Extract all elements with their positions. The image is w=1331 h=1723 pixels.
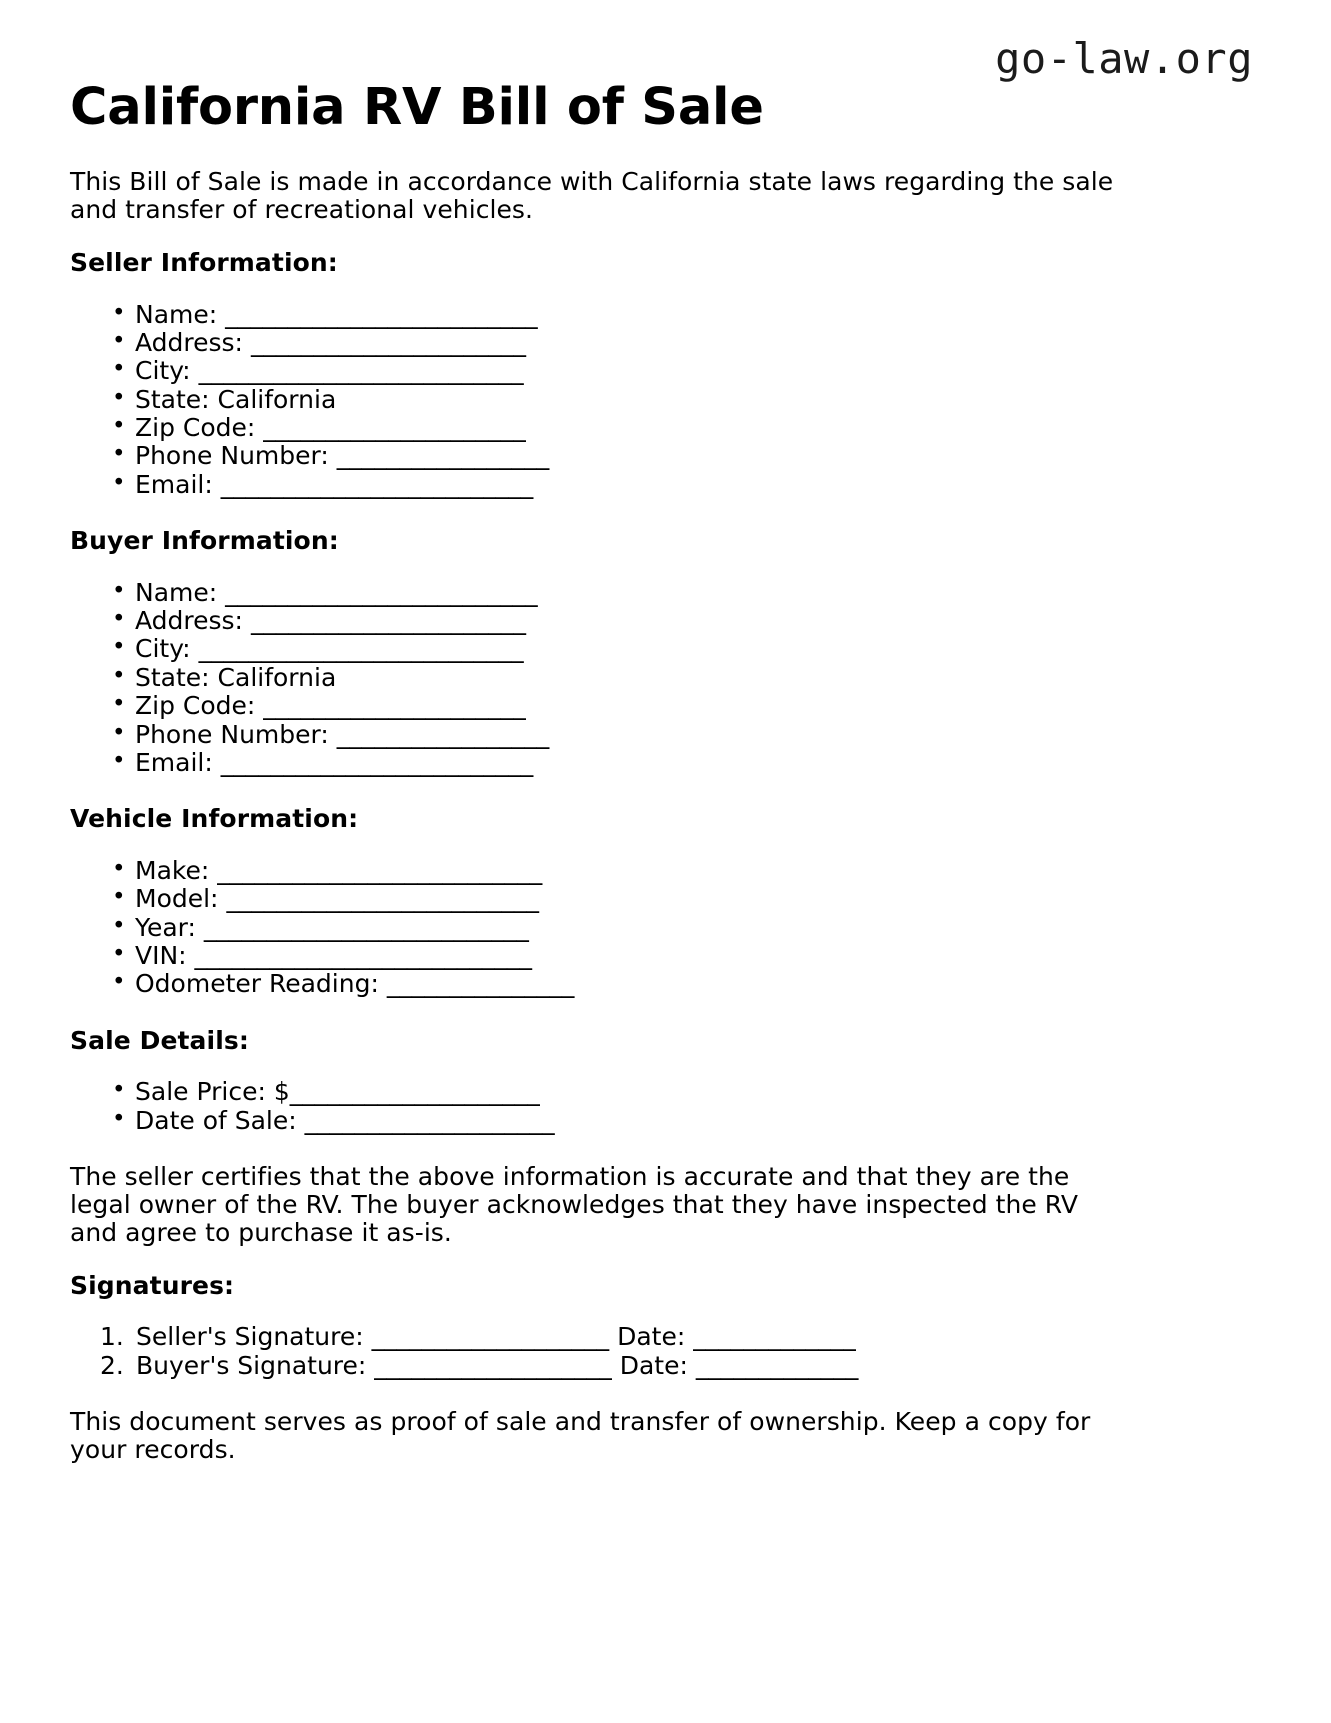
field-blank[interactable]: ____________________ (289, 1077, 540, 1107)
field-blank[interactable]: ______________________ (250, 606, 526, 635)
field-label: Email: (135, 747, 221, 777)
field-label: Odometer Reading: (135, 969, 387, 999)
list-item (100, 1323, 1126, 1352)
signature-blank[interactable]: ___________________ (374, 1350, 612, 1380)
list-item (112, 692, 1126, 720)
list-item (112, 942, 1126, 970)
list-item (112, 664, 1126, 692)
buyer-section-heading-block (70, 527, 1126, 555)
field-label: Sale Price: $ (135, 1077, 290, 1107)
field-label: Name: (135, 299, 226, 329)
intro-paragraph: This Bill of Sale is made in accordance with California state laws regarding the sale and transfer of recreational vehicles. (70, 167, 1114, 224)
field-blank[interactable]: _________________ (336, 441, 550, 471)
page-title: California RV Bill of Sale (70, 78, 764, 137)
list-item (112, 1078, 1126, 1106)
signature-date-label: Date: (609, 1322, 694, 1352)
document-body (70, 168, 1126, 1489)
signature-date-blank[interactable]: _____________ (693, 1322, 856, 1352)
field-label: Date of Sale: (135, 1105, 305, 1135)
signatures-section-heading: Signatures: (70, 1270, 235, 1300)
sale-details-section-heading-block (70, 1027, 1126, 1055)
signature-blank[interactable]: ___________________ (371, 1322, 610, 1352)
field-label: Email: (135, 469, 221, 499)
field-blank[interactable]: __________________________ (198, 634, 524, 664)
field-blank[interactable]: __________________________ (217, 855, 543, 885)
sale-details-section-heading: Sale Details: (70, 1025, 249, 1055)
field-blank[interactable]: _______________ (386, 969, 575, 999)
field-blank[interactable]: ___________________________ (194, 940, 533, 970)
buyer-section-heading: Buyer Information: (70, 526, 339, 556)
intro-paragraph-block (70, 168, 1126, 224)
site-logo (995, 34, 1253, 83)
field-label: Zip Code: (135, 413, 264, 442)
closing-paragraph-block (70, 1408, 1126, 1464)
signature-date-blank[interactable]: _____________ (695, 1350, 859, 1380)
field-blank[interactable]: ____________________ (304, 1105, 555, 1135)
field-label: Zip Code: (135, 691, 264, 721)
signature-list (70, 1323, 1126, 1380)
vehicle-section-heading: Vehicle Information: (70, 804, 359, 834)
signature-label: Buyer's Signature: (136, 1350, 375, 1380)
field-label: Name: (135, 577, 226, 607)
field-blank[interactable]: ______________________ (250, 327, 526, 357)
field-blank[interactable]: __________________________ (203, 912, 529, 942)
sale-details-field-list (70, 1078, 1126, 1135)
list-item (112, 386, 1126, 414)
list-item (112, 329, 1126, 357)
field-blank[interactable]: _________________________ (225, 577, 538, 607)
list-item (112, 579, 1126, 607)
field-label: City: (135, 634, 199, 664)
field-label: Phone Number: (135, 441, 337, 471)
field-blank[interactable]: _________________________ (225, 299, 538, 329)
signature-label: Seller's Signature: (136, 1322, 372, 1352)
field-label: VIN: (135, 940, 195, 970)
list-item (112, 914, 1126, 942)
seller-field-list (70, 301, 1126, 500)
field-label: Year: (135, 912, 204, 942)
field-label: Address: (135, 327, 251, 357)
list-item (112, 1107, 1126, 1135)
vehicle-field-list (70, 857, 1126, 999)
field-blank[interactable]: _________________________ (220, 469, 534, 499)
field-blank[interactable]: _____________________ (263, 413, 526, 442)
field-label: Phone Number: (135, 719, 337, 749)
list-item (112, 607, 1126, 635)
field-blank[interactable]: _________________________ (220, 747, 534, 777)
certification-paragraph: The seller certifies that the above information is accurate and that they are the legal owner of the RV. The buyer acknowledges that they have inspected the RV and agree to purchase it as-is. (70, 1161, 1079, 1247)
field-blank[interactable]: _________________ (336, 719, 550, 749)
list-item (112, 635, 1126, 663)
field-label: State: California (135, 662, 337, 692)
signatures-section-heading-block (70, 1272, 1126, 1300)
seller-section-heading: Seller Information: (70, 248, 338, 277)
list-item (112, 357, 1126, 385)
site-logo-text: go-law.org (995, 34, 1253, 83)
list-item (112, 970, 1126, 998)
field-label: State: California (135, 384, 337, 414)
list-item (112, 301, 1126, 329)
list-item (100, 1352, 1126, 1381)
certification-paragraph-block (70, 1163, 1126, 1247)
field-blank[interactable]: _____________________ (263, 691, 526, 721)
seller-section-heading-block (70, 249, 1126, 277)
field-label: Make: (135, 855, 218, 885)
signature-date-label: Date: (611, 1350, 696, 1380)
field-label: Address: (135, 606, 251, 635)
field-blank[interactable]: __________________________ (198, 356, 524, 386)
buyer-field-list (70, 579, 1126, 778)
field-blank[interactable]: _________________________ (226, 884, 539, 914)
field-label: City: (135, 356, 199, 386)
vehicle-section-heading-block (70, 805, 1126, 833)
closing-paragraph: This document serves as proof of sale and transfer of ownership. Keep a copy for your records. (70, 1407, 1091, 1465)
list-item (112, 471, 1126, 499)
list-item (112, 885, 1126, 913)
list-item (112, 749, 1126, 777)
list-item (112, 442, 1126, 470)
list-item (112, 721, 1126, 749)
list-item (112, 857, 1126, 885)
list-item (112, 414, 1126, 442)
field-label: Model: (135, 884, 227, 914)
